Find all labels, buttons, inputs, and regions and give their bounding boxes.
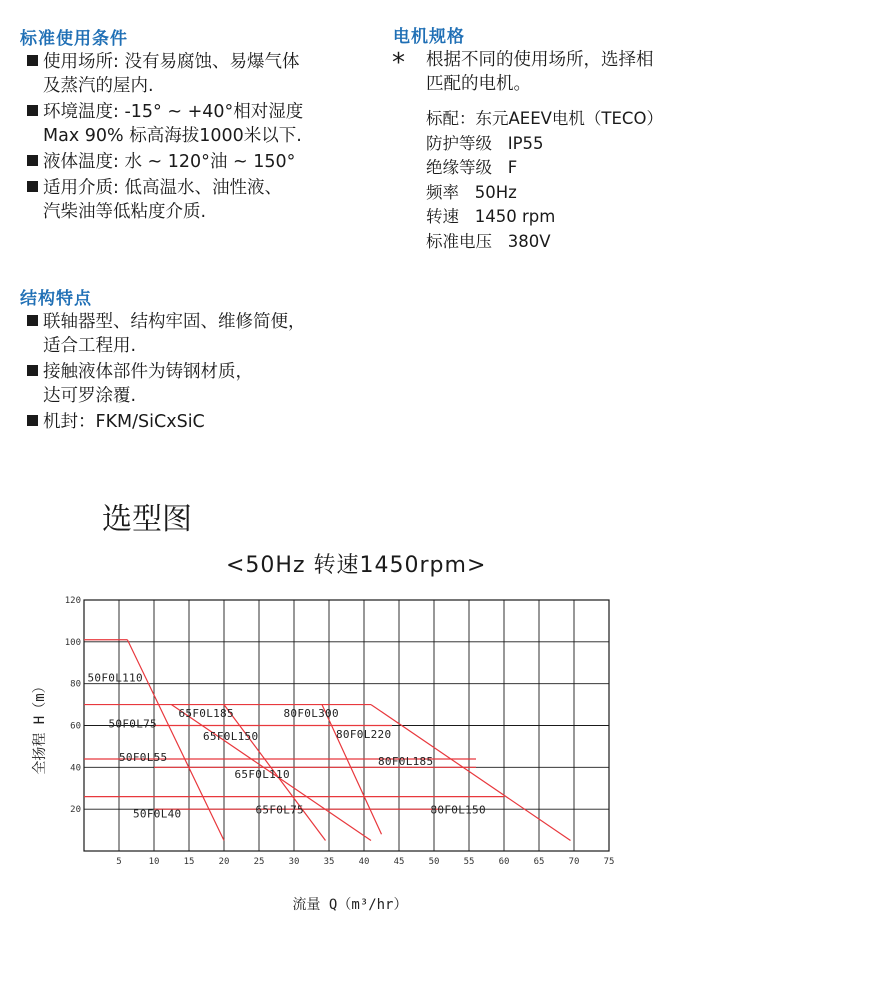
x-tick-label: 35 (323, 857, 335, 867)
chart-subtitle: <50Hz 转速1450rpm> (226, 553, 487, 578)
model-region-label: 50F0L75 (108, 717, 157, 731)
x-tick-label: 55 (463, 857, 475, 867)
x-tick-label: 65 (533, 857, 545, 867)
condition-text-cont: 及蒸汽的屋内. (43, 76, 154, 96)
y-tick-label: 60 (70, 721, 81, 732)
structure-text: 机封：FKM/SiCxSiC (43, 412, 205, 432)
condition-text: 环境温度: -15° ~ +40°相对湿度 (43, 102, 304, 122)
conditions-heading: 标准使用条件 (20, 29, 128, 49)
motor-spec-text: 标配：东元AEEV电机（TECO） (426, 109, 663, 128)
x-tick-label: 20 (218, 857, 230, 867)
motor-spec-text: 防护等级 IP55 (426, 133, 544, 153)
model-region-label: 50F0L40 (133, 807, 182, 821)
motor-note-line-1: 根据不同的使用场所，选择相 (426, 50, 654, 70)
motor-spec-text: 绝缘等级 F (426, 158, 518, 177)
y-tick-label: 20 (70, 805, 81, 816)
condition-text: 适用介质: 低高温水、油性液、 (43, 178, 282, 198)
structure-text: 联轴器型、结构牢固、维修简便， (43, 312, 306, 332)
x-tick-label: 30 (288, 857, 300, 867)
y-axis-label: 全扬程 H（m） (32, 679, 48, 775)
model-region-label: 80F0L220 (336, 728, 392, 742)
condition-text: 液体温度: 水 ~ 120°油 ~ 150° (43, 152, 296, 172)
structure-heading: 结构特点 (20, 289, 92, 309)
y-tick-label: 80 (70, 679, 81, 690)
model-region-label: 50F0L55 (119, 751, 168, 765)
structure-text: 接触液体部件为铸钢材质， (43, 362, 253, 382)
condition-text: 使用场所: 没有易腐蚀、易爆气体 (43, 52, 300, 72)
motor-spec-text: 标准电压 380V (426, 231, 551, 251)
model-region-label: 50F0L110 (87, 671, 143, 685)
motor-spec-text: 频率 50Hz (426, 182, 517, 202)
x-tick-label: 40 (358, 857, 370, 867)
x-tick-label: 15 (183, 857, 195, 867)
y-tick-label: 100 (64, 637, 81, 648)
x-tick-label: 50 (428, 857, 440, 867)
structure-text-cont: 适合工程用. (43, 336, 137, 356)
motor-heading: 电机规格 (393, 27, 465, 47)
model-region-label: 65F0L150 (203, 730, 259, 744)
x-axis-label: 流量 Q（m³/hr） (292, 897, 408, 913)
model-region-label: 65F0L75 (255, 803, 304, 817)
model-region-label: 80F0L185 (378, 755, 434, 769)
x-tick-label: 60 (498, 857, 510, 867)
x-tick-label: 25 (253, 857, 265, 867)
condition-text-cont: Max 90% 标高海拔1000米以下. (43, 126, 302, 146)
condition-text-cont: 汽柴油等低粘度介质. (43, 202, 207, 222)
structure-text-cont: 达可罗涂覆. (43, 386, 137, 406)
x-tick-label: 45 (393, 857, 405, 867)
y-tick-label: 120 (64, 596, 81, 606)
x-tick-label: 10 (148, 857, 160, 867)
selection-title: 选型图 (102, 502, 192, 537)
motor-spec-text: 转速 1450 rpm (426, 207, 556, 226)
curve-sloped-segment (322, 705, 382, 835)
x-tick-label: 75 (603, 857, 615, 867)
asterisk-icon: * (392, 48, 405, 78)
model-region-label: 65F0L185 (178, 707, 234, 721)
model-region-label: 80F0L300 (283, 707, 339, 721)
x-tick-label: 70 (568, 857, 580, 867)
x-tick-label: 5 (116, 857, 122, 867)
motor-note-line-2: 匹配的电机。 (426, 74, 531, 94)
y-tick-label: 40 (70, 763, 81, 774)
model-region-label: 65F0L110 (234, 767, 290, 781)
curve-sloped-segment (371, 705, 571, 841)
model-region-label: 80F0L150 (430, 803, 486, 817)
